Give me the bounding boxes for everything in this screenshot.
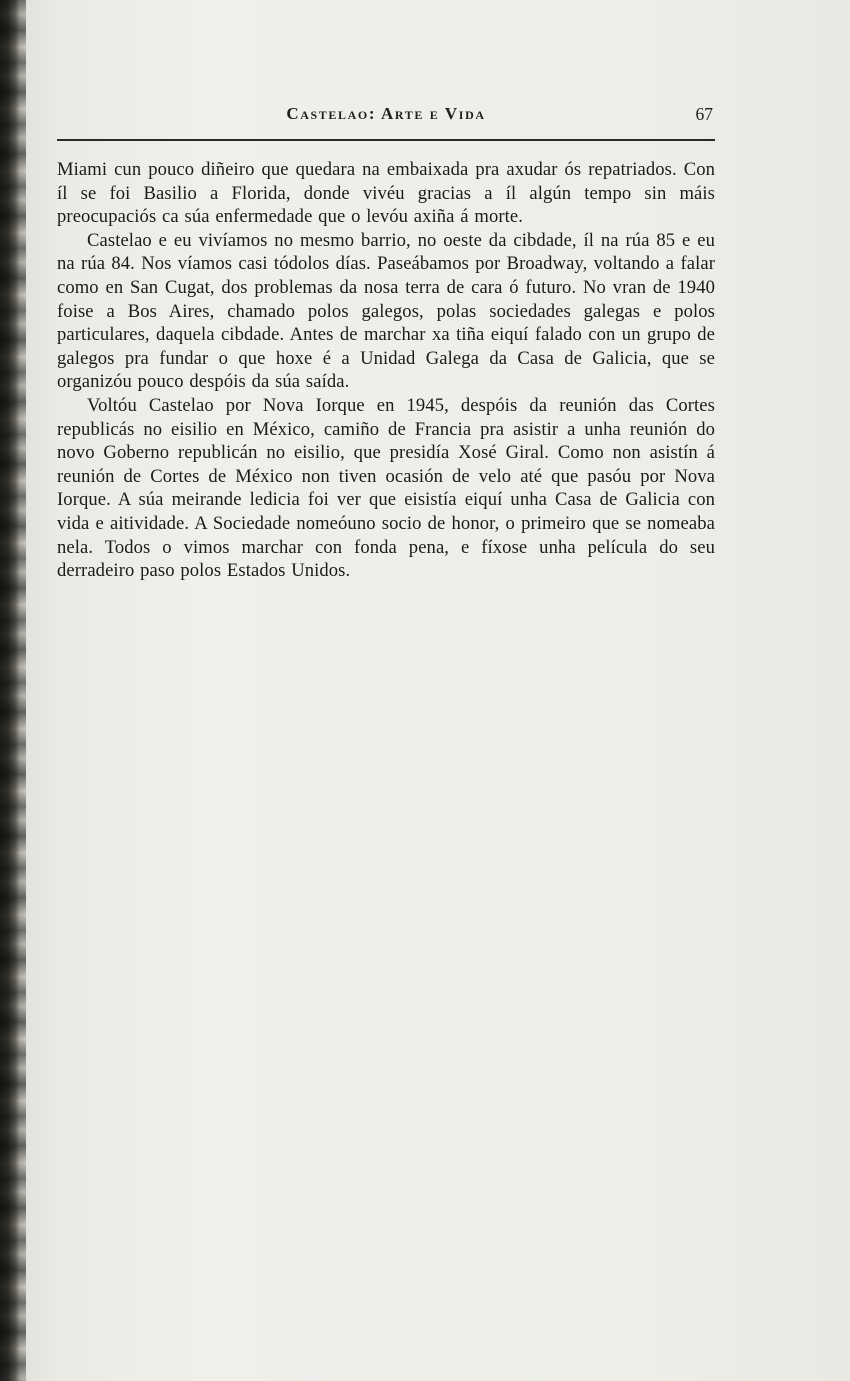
header-rule: [57, 139, 715, 141]
body-text: [57, 158, 715, 583]
paragraph-3: Voltóu Castelao por Nova Iorque en 1945, despóis da reunión das Cortes republicás no eisilio en México, camiño de Francia pra asistir a unha reunión do novo Goberno republicán no eisilio, que presidía Xosé Giral. Como non asistín á reunión de Cortes de México non tiven ocasión de velo até que pasóu por Nova Iorque. A súa meirande ledicia foi ver que eisistía eiquí unha Casa de Galicia con vida e aitividade. A Sociedade nomeóuno socio de honor, o primeiro que se nomeaba nela. Todos o vimos marchar con fonda pena, e fíxose unha película do seu derradeiro paso polos Estados Unidos.: [57, 394, 715, 582]
paragraph-1: Miami cun pouco diñeiro que quedara na embaixada pra axudar ós repatriados. Con íl se foi Basilio a Florida, donde vivéu gracias a íl algún tempo sin máis preocupaciós ca súa enfermedade que o levóu axiña á morte.: [57, 159, 715, 228]
running-title: Castelao: Arte e Vida: [286, 104, 486, 123]
page-number: 67: [695, 104, 713, 124]
page-content: [57, 0, 715, 583]
page-header: [57, 104, 715, 128]
paragraph-2: Castelao e eu vivíamos no mesmo barrio, no oeste da cibdade, íl na rúa 85 e eu na rúa 84. Nos víamos casi tódolos días. Paseábamos por Broadway, voltando a falar como en San Cugat, dos problemas da nosa terra de cara ó futuro. No vran de 1940 foise a Bos Aires, chamado polos galegos, polas sociedades galegas e polos particulares, daquela cibdade. Antes de marchar xa tiña eiquí falado con un grupo de galegos pra fundar o que hoxe é a Unidad Galega da Casa de Galicia, que se organizóu pouco despóis da súa saída.: [57, 229, 715, 393]
binding-shadow: [0, 0, 26, 1381]
